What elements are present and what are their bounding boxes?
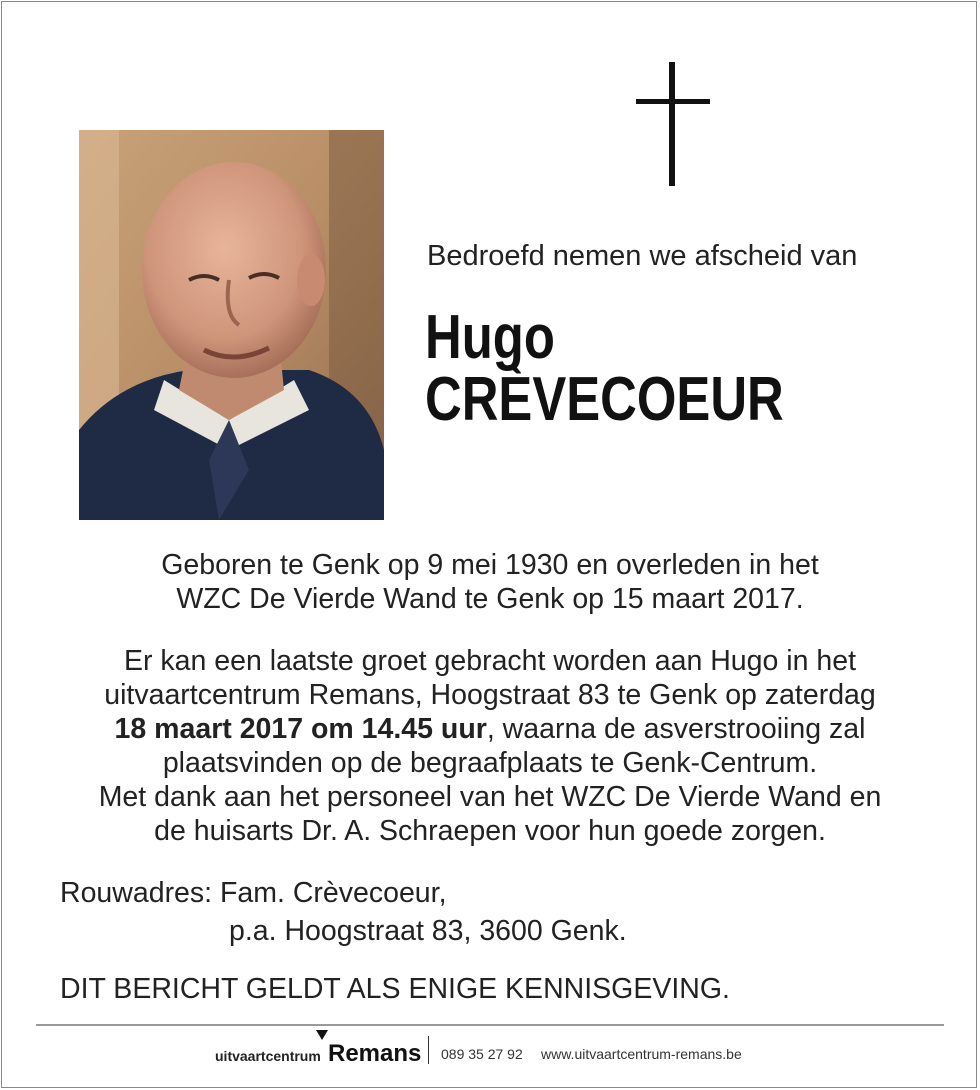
footer-website[interactable]: www.uitvaartcentrum-remans.be: [541, 1046, 742, 1062]
mourning-address-line-1: Rouwadres: Fam. Crèvecoeur,: [60, 877, 447, 909]
triangle-marker-icon: [316, 1030, 328, 1040]
birth-line: Geboren te Genk op 9 mei 1930 en overleden in het: [161, 549, 819, 581]
intro-text: Bedroefd nemen we afscheid van: [427, 240, 858, 272]
birth-death-paragraph: [0, 548, 980, 616]
ceremony-date: 18 maart 2017 om 14.45 uur: [114, 713, 487, 745]
portrait-photo: [79, 130, 384, 520]
ceremony-line-1: Er kan een laatste groet gebracht worden aan Hugo in het: [124, 645, 856, 677]
ceremony-paragraph: [0, 644, 980, 848]
mourning-address-line-2: p.a. Hoogstraat 83, 3600 Genk.: [229, 915, 627, 947]
death-line: WZC De Vierde Wand te Genk op 15 maart 2017.: [176, 583, 804, 615]
brand-name: Remans: [328, 1040, 422, 1067]
ceremony-line-4: plaatsvinden op de begraafplaats te Genk-Centrum.: [162, 747, 818, 779]
thanks-line-1: Met dank aan het personeel van het WZC De Vierde Wand en: [98, 781, 882, 813]
footer: [0, 1040, 980, 1070]
ceremony-line-2: uitvaartcentrum Remans, Hoogstraat 83 te Genk op zaterdag: [104, 679, 876, 711]
ceremony-line-3-rest: , waarna de asverstrooiing zal: [486, 713, 866, 745]
footer-separator: [428, 1036, 429, 1064]
brand-small: uitvaartcentrum: [215, 1048, 321, 1064]
thanks-line-2: de huisarts Dr. A. Schraepen voor hun goede zorgen.: [154, 815, 826, 847]
ceremony-line-3: [0, 712, 980, 746]
last-name: CRÈVECOEUR: [425, 365, 784, 434]
footer-divider: [36, 1024, 944, 1026]
official-notice: DIT BERICHT GELDT ALS ENIGE KENNISGEVING.: [60, 973, 730, 1005]
first-name: Hugo: [425, 303, 555, 372]
cross-icon: [636, 62, 710, 186]
footer-phone: 089 35 27 92: [441, 1046, 523, 1062]
